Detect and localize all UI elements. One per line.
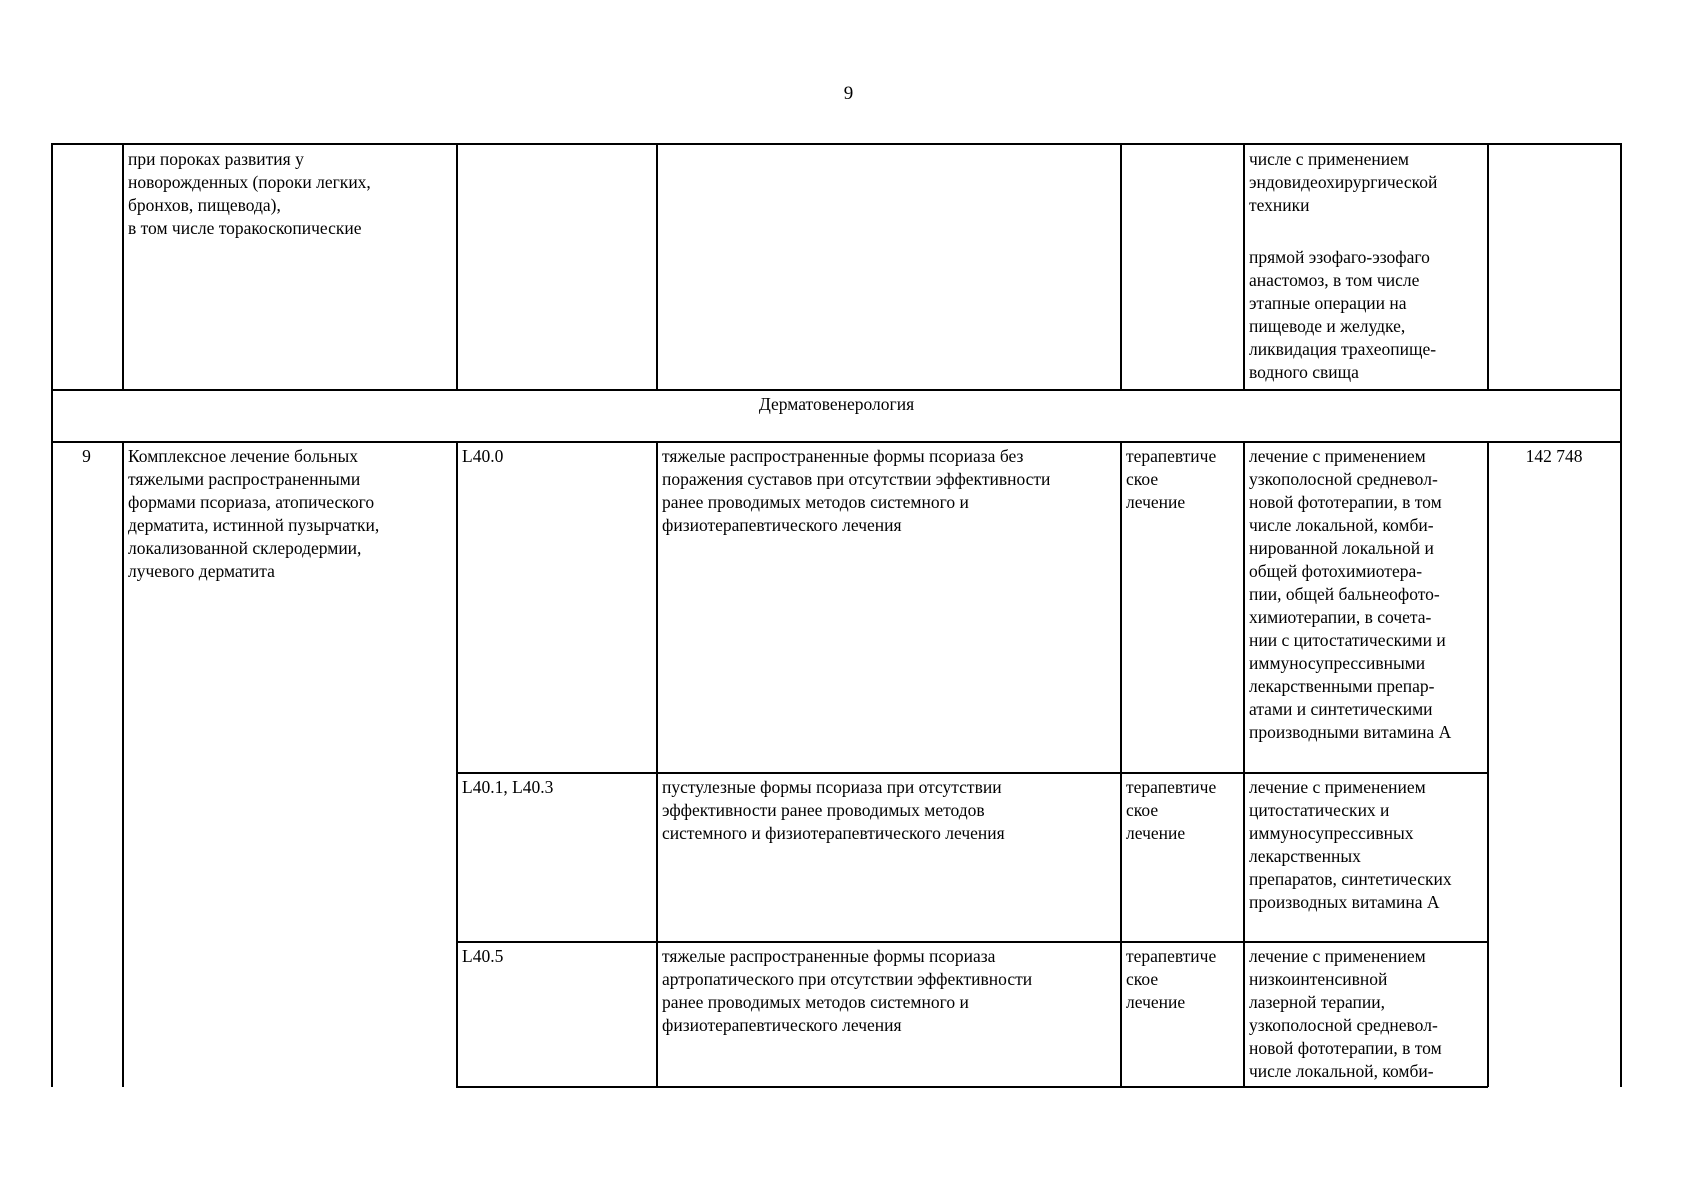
row-2-code: L40.1, L40.3 [462,777,554,797]
col-border-number [122,143,124,390]
section-bottom-border [51,441,1622,443]
col-border-code [656,143,658,390]
col-border-right [1620,143,1622,1087]
col-border-type-2 [1243,441,1245,1087]
row-divider-l40-1 [456,941,1488,943]
table-partial-bottom-border [456,1086,1488,1088]
group-number-cell: 9 [82,446,91,466]
col-border-name [456,143,458,390]
row-1-method: лечение с применением узкополосной средневол- новой фототерапии, в том числе локальной, комби- нированной локальной и общей фотохимиотера- пии, общей бальнеофото- химиотерапии, в сочета- нии с цитостатическими и иммуносупрессивными лекарственными препар- атами и синтетическими производными витамина А [1249,446,1452,742]
col-border-type [1243,143,1245,390]
row-divider-l40-0 [456,772,1488,774]
medical-services-table [51,143,1622,1087]
col-border-left [51,143,53,1087]
row-1-treatment-type: терапевтиче ское лечение [1126,446,1217,512]
col-border-number-2 [122,441,124,1087]
col-border-model-2 [1120,441,1122,1087]
col-border-model [1120,143,1122,390]
group-name-cell: Комплексное лечение больных тяжелыми распространенными формами псориаза, атопического дерматита, истинной пузырчатки, локализованной склеродермии, лучевого дерматита [128,446,380,581]
col-border-method-2 [1487,441,1489,1087]
row-1-model: тяжелые распространенные формы псориаза без поражения суставов при отсутствии эффективности ранее проводимых методов системного и физиотерапевтического лечения [662,446,1051,535]
row-2-treatment-type: терапевтиче ское лечение [1126,777,1217,843]
group-cost-cell: 142 748 [1525,446,1583,466]
row-1-code: L40.0 [462,446,504,466]
section-title: Дерматовенерология [758,394,915,414]
continuation-method-cell: числе с применением эндовидеохирургической техники [1249,149,1438,215]
table-top-border [51,143,1622,145]
col-border-code-2 [656,441,658,1087]
row-3-method: лечение с применением низкоинтенсивной лазерной терапии, узкополосной средневол- новой фототерапии, в том числе локальной, комби- [1249,946,1442,1081]
col-border-method [1487,143,1489,390]
section-top-border [51,389,1622,391]
continuation-method-cell-2: прямой эзофаго-эзофаго анастомоз, в том числе этапные операции на пищеводе и желудке, ликвидация трахеопище- водного свища [1249,247,1437,382]
row-3-code: L40.5 [462,946,504,966]
row-2-method: лечение с применением цитостатических и иммуносупрессивных лекарственных препаратов, синтетических производных витамина А [1249,777,1452,912]
page-number: 9 [843,83,854,104]
col-border-name-2 [456,441,458,1087]
continuation-name-cell: при пороках развития у новорожденных (пороки легких, бронхов, пищевода), в том числе торакоскопические [128,149,371,238]
row-3-model: тяжелые распространенные формы псориаза артропатического при отсутствии эффективности ранее проводимых методов системного и физиотерапевтического лечения [662,946,1033,1035]
row-3-treatment-type: терапевтиче ское лечение [1126,946,1217,1012]
row-2-model: пустулезные формы псориаза при отсутствии эффективности ранее проводимых методов системного и физиотерапевтического лечения [662,777,1005,843]
